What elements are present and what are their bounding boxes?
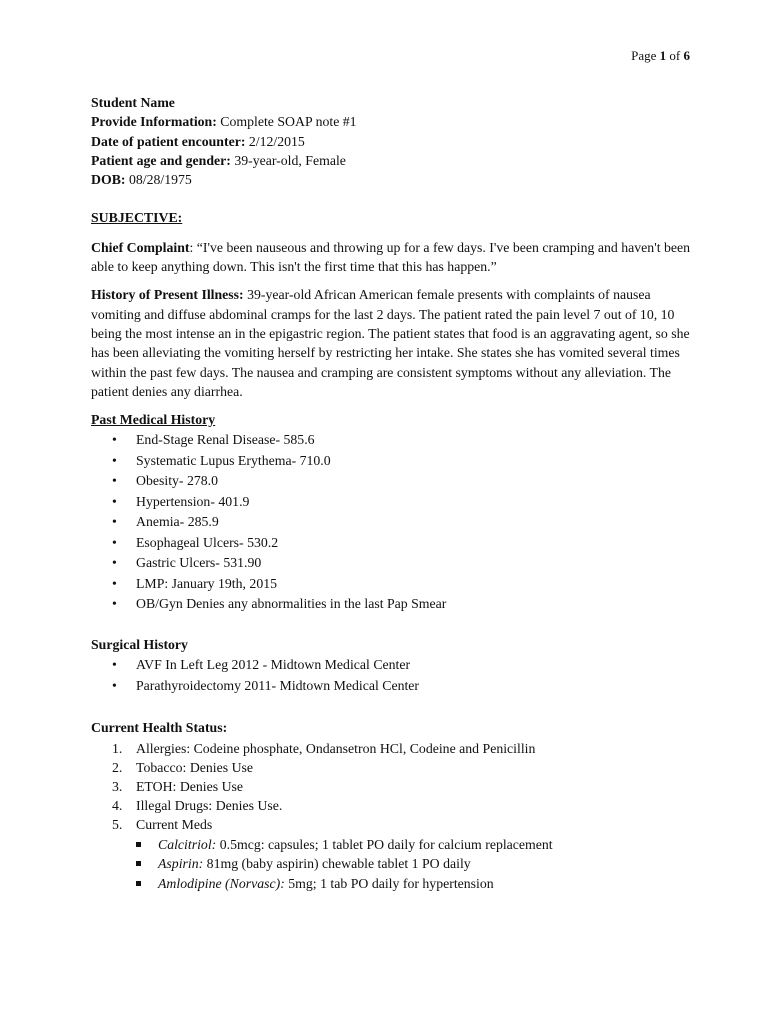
list-item: • Systematic Lupus Erythema- 710.0 — [112, 452, 331, 468]
list-item: • Anemia- 285.9 — [112, 514, 219, 530]
list-item: 2. Tobacco: Denies Use — [112, 759, 254, 775]
history-present-illness: History of Present Illness: 39-year-old African American female presents with complaints of nausea vomiting and diffuse abdominal cramps for the last 2 days. The patient rated the pain level 7 out of 10, 10 being the most intense an in the epigastric region. The patient states that food is an aggravating agent, so she has been alleviating the vomiting herself by restricting her intake. She states she has vomited several times within the past few days. The nausea and cramping are consistent symptoms without any alleviation. The patient denies any diarrhea. — [91, 287, 690, 399]
encounter-date: Date of patient encounter: 2/12/2015 — [91, 133, 305, 149]
list-item: • Gastric Ulcers- 531.90 — [112, 555, 262, 571]
page-current: 1 — [659, 48, 667, 63]
patient-age-gender: Patient age and gender: 39-year-old, Female — [91, 152, 346, 168]
page-total: 6 — [683, 48, 690, 63]
surgical-history-list — [91, 655, 691, 696]
list-item: • Parathyroidectomy 2011- Midtown Medical Center — [112, 677, 420, 693]
list-item: • Hypertension- 401.9 — [112, 493, 250, 509]
list-item: • LMP: January 19th, 2015 — [112, 575, 278, 591]
list-item: • OB/Gyn Denies any abnormalities in the last Pap Smear — [112, 596, 447, 612]
list-item: • End-Stage Renal Disease- 585.6 — [112, 432, 315, 448]
current-meds-list — [91, 835, 691, 894]
past-medical-history-list — [91, 430, 691, 615]
med-item: Calcitriol: 0.5mcg: capsules; 1 tablet PO daily for calcium replacement — [91, 835, 691, 855]
page-number: Page 1 of 6 — [631, 48, 690, 63]
patient-dob: DOB: 08/28/1975 — [91, 172, 192, 188]
med-item: Aspirin: 81mg (baby aspirin) chewable tablet 1 PO daily — [91, 854, 691, 874]
med-item: Amlodipine (Norvasc): 5mg; 1 tab PO daily for hypertension — [91, 874, 691, 894]
current-health-status-heading: Current Health Status: — [91, 720, 228, 736]
document-body — [91, 93, 691, 893]
list-item: 1. Allergies: Codeine phosphate, Ondansetron HCl, Codeine and Penicillin — [112, 740, 536, 756]
student-name: Student Name — [91, 95, 175, 110]
list-item: • AVF In Left Leg 2012 - Midtown Medical Center — [112, 657, 411, 673]
provide-information: Provide Information: Complete SOAP note #1 — [91, 114, 357, 130]
list-item: 3. ETOH: Denies Use — [112, 778, 244, 794]
current-health-status-list — [91, 739, 691, 835]
surgical-history-heading: Surgical History — [91, 636, 188, 652]
subjective-heading: SUBJECTIVE: — [91, 210, 183, 226]
list-item: 5. Current Meds — [112, 817, 213, 833]
chief-complaint: Chief Complaint: “I've been nauseous and throwing up for a few days. I've been cramping and haven't been able to keep anything down. This isn't the first time that this has happen.” — [91, 239, 691, 275]
list-item: • Esophageal Ulcers- 530.2 — [112, 534, 279, 550]
past-medical-history-heading: Past Medical History — [91, 412, 216, 428]
list-item: 4. Illegal Drugs: Denies Use. — [112, 798, 283, 814]
list-item: • Obesity- 278.0 — [112, 473, 219, 489]
